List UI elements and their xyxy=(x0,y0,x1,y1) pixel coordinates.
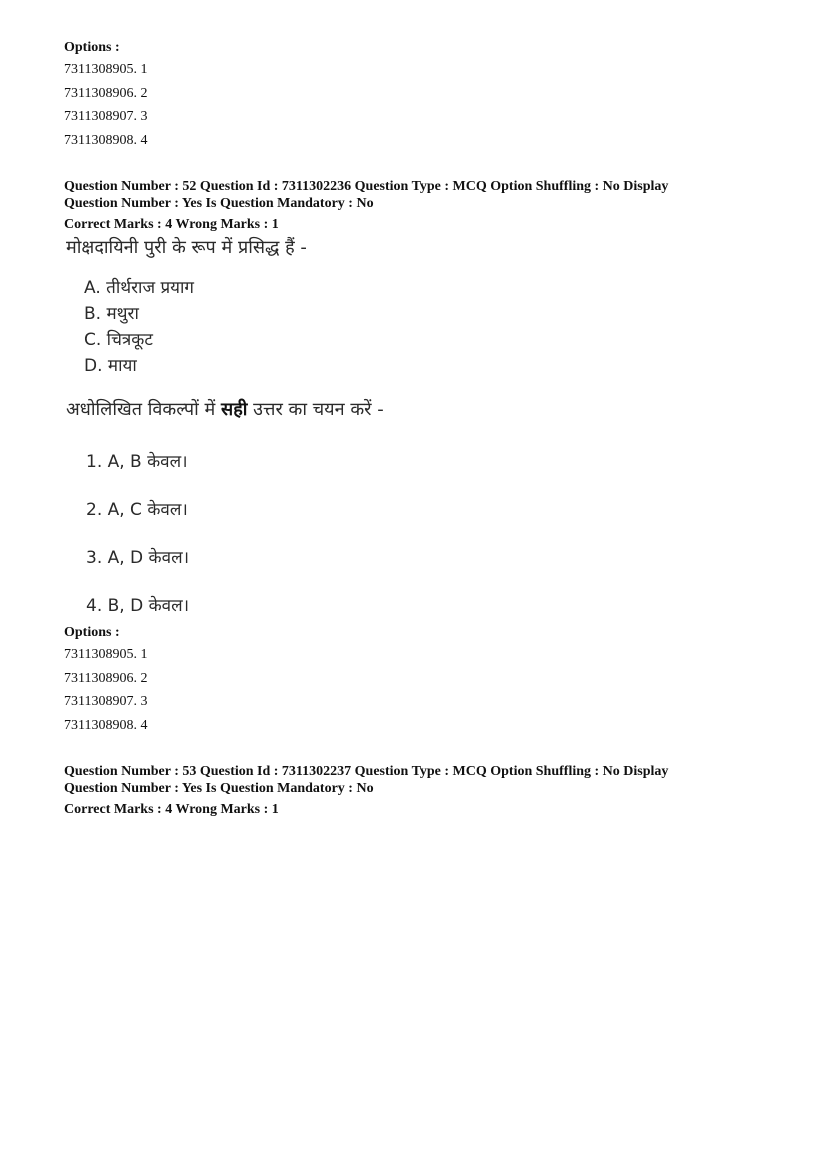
statement-c: C. चित्रकूट xyxy=(84,330,153,350)
question-stem: मोक्षदायिनी पुरी के रूप में प्रसिद्ध हैं - xyxy=(66,237,307,258)
statement-a: A. तीर्थराज प्रयाग xyxy=(84,278,194,298)
question-53-marks: Correct Marks : 4 Wrong Marks : 1 xyxy=(64,802,279,817)
option-item: 7311308907. 3 xyxy=(64,109,148,124)
choice-1: 1. A, B केवल। xyxy=(86,452,188,472)
question-53-header: Question Number : 53 Question Id : 7311302237 Question Type : MCQ Option Shuffling : No Display xyxy=(64,764,669,779)
option-item: 7311308905. 1 xyxy=(64,62,148,77)
option-item: 7311308905. 1 xyxy=(64,647,148,662)
choice-2: 2. A, C केवल। xyxy=(86,500,188,520)
question-52-header-cont: Question Number : Yes Is Question Mandatory : No xyxy=(64,196,374,211)
option-item: 7311308907. 3 xyxy=(64,694,148,709)
statement-b: B. मथुरा xyxy=(84,304,139,324)
choice-4: 4. B, D केवल। xyxy=(86,596,190,616)
option-item: 7311308906. 2 xyxy=(64,85,148,101)
option-item: 7311308908. 4 xyxy=(64,132,148,148)
choice-3: 3. A, D केवल। xyxy=(86,548,190,568)
question-instruction: अधोलिखित विकल्पों में सही उत्तर का चयन करें - xyxy=(66,399,384,420)
question-52-header: Question Number : 52 Question Id : 7311302236 Question Type : MCQ Option Shuffling : No Display xyxy=(64,179,669,194)
option-item: 7311308908. 4 xyxy=(64,717,148,733)
options-label: Options : xyxy=(64,40,120,55)
options-label: Options : xyxy=(64,625,120,640)
question-52-image xyxy=(66,235,764,619)
question-52-marks: Correct Marks : 4 Wrong Marks : 1 xyxy=(64,217,279,232)
statement-d: D. माया xyxy=(84,356,137,376)
question-53-header-cont: Question Number : Yes Is Question Mandatory : No xyxy=(64,781,374,796)
document-page xyxy=(64,38,764,820)
option-item: 7311308906. 2 xyxy=(64,670,148,686)
